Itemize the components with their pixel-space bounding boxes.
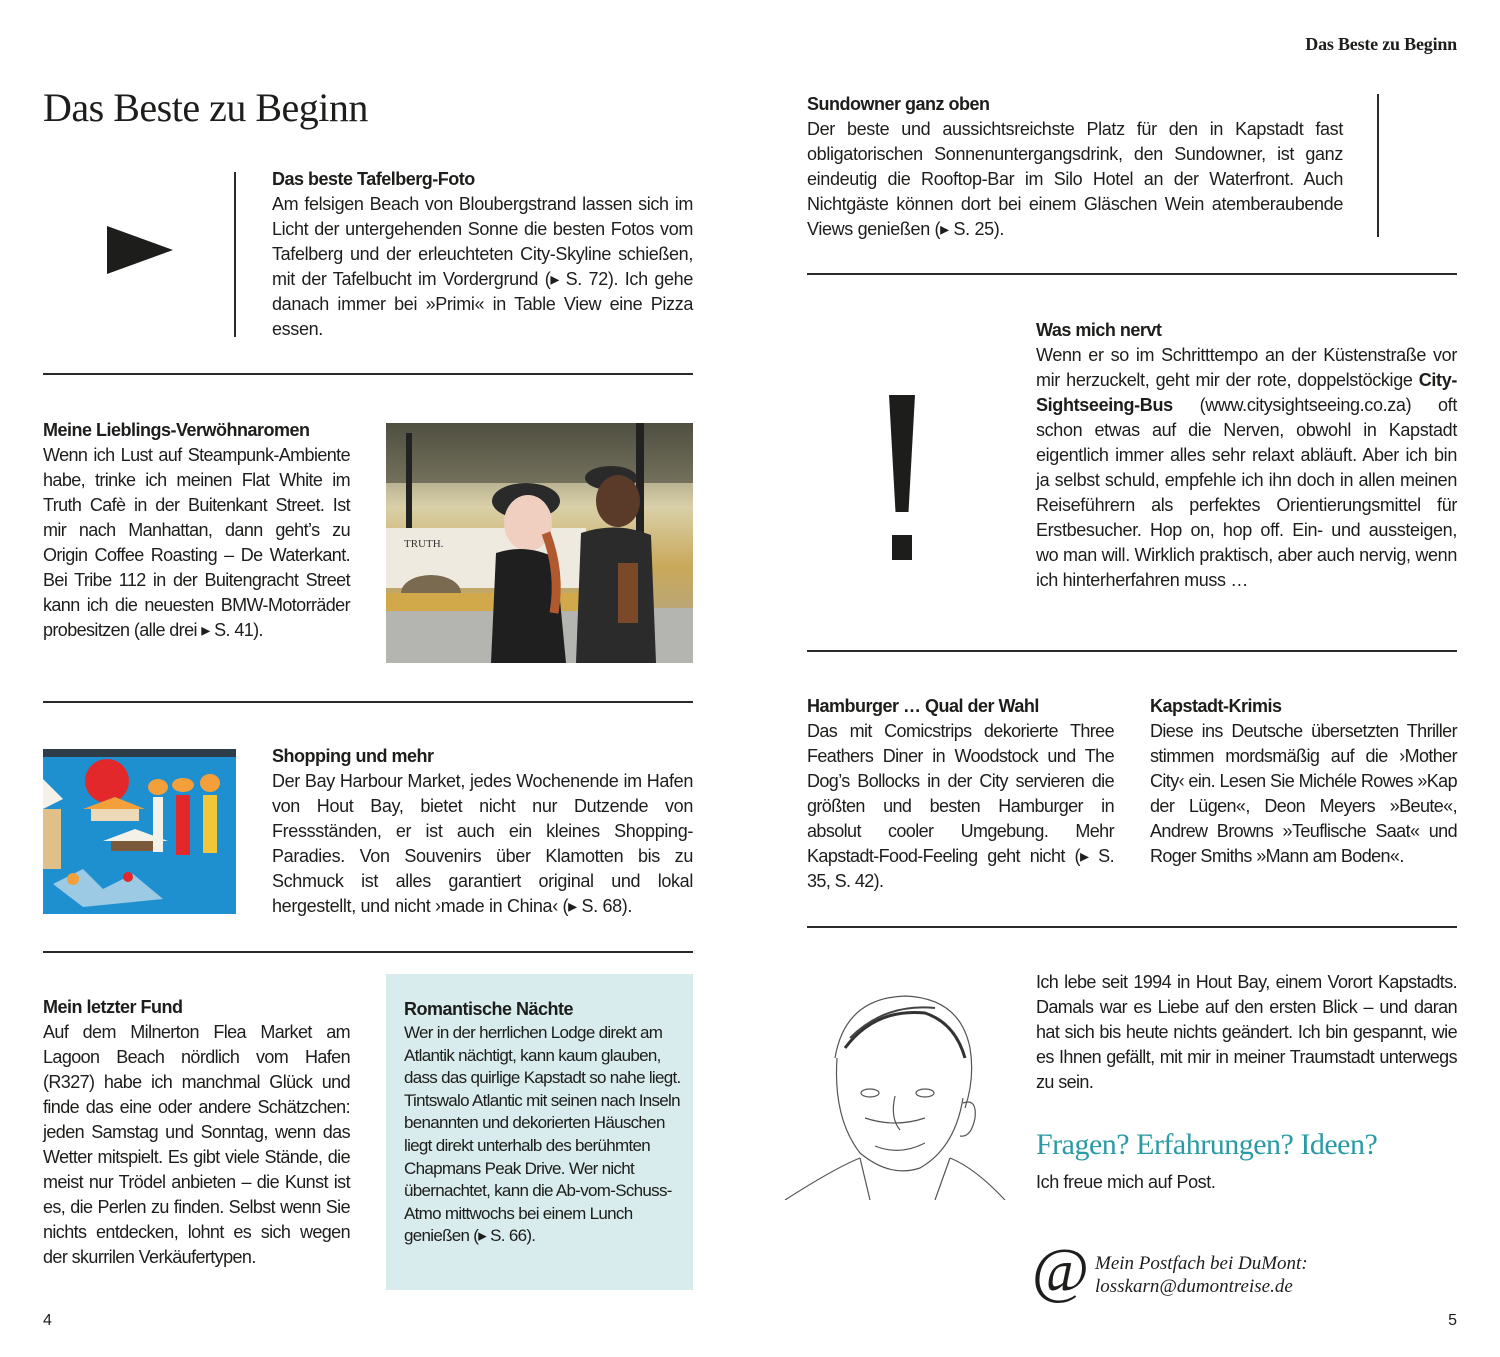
section-text: Auf dem Milnerton Flea Market am Lagoon Beach nördlich vom Hafen (R327) habe ich manchmal Glück und finde das eine oder andere Schätzchen: jeden Samstag und Sonntag, wenn das Wetter mitspielt. Es gibt viele Stände, die meist nur Trödel anbieten – die Kunst ist es, die Perlen zu finden. Selbst wenn Sie nichts entdecken, lohnt es sich wegen der skurrilen Verkäufertypen. bbox=[43, 1022, 350, 1267]
author-text: Ich lebe seit 1994 in Hout Bay, einem Vorort Kapstadts. Damals war es Liebe auf den ersten Blick – und daran hat sich bis heute nichts geändert. Ich bin gespannt, wie es Ihnen gefällt, mit mir in meiner Traumstadt unterwegs zu sein. bbox=[1036, 972, 1457, 1092]
section-shopping bbox=[272, 744, 693, 919]
section-heading: Mein letzter Fund bbox=[43, 997, 183, 1017]
section-hamburger bbox=[807, 694, 1114, 894]
bus-name: City-Sightseeing-Bus bbox=[1036, 370, 1457, 415]
section-text: Der Bay Harbour Market, jedes Wochenende im Hafen von Hout Bay, bietet nicht nur Dutzende von Fressständen, er ist auch ein kleines Shopping-Paradies. Von Souvenirs über Klamotten bis zu Schmuck ist alles garantiert original und lokal hergestellt, und nicht ›made in China‹ (▸ S. 68). bbox=[272, 771, 693, 916]
author-portrait bbox=[775, 978, 1015, 1200]
section-heading: Shopping und mehr bbox=[272, 746, 434, 766]
mailbox-label: Mein Postfach bei DuMont: bbox=[1095, 1253, 1308, 1274]
section-text: Diese ins Deutsche übersetzten Thriller stimmen mordsmäßig auf die ›Mother City‹ ein. Lesen Sie Michéle Rowes »Kap der Lügen«, Deon Meyers »Beute«, Andrew Browns »Teuflische Saat« und Roger Smiths »Mann am Boden«. bbox=[1150, 721, 1457, 866]
section-heading: Hamburger … Qual der Wahl bbox=[807, 696, 1039, 716]
truth-sign: TRUTH. bbox=[404, 538, 444, 550]
at-sign-icon: @ bbox=[1032, 1237, 1090, 1305]
section-author bbox=[1036, 970, 1457, 1095]
section-heading: Was mich nervt bbox=[1036, 320, 1162, 340]
page-title: Das Beste zu Beginn bbox=[43, 85, 368, 130]
section-verwoehnaromen bbox=[43, 418, 350, 643]
horizontal-divider bbox=[807, 926, 1457, 928]
section-text: Wenn ich Lust auf Steampunk-Ambiente habe, trinke ich meinen Flat White im Truth Cafè in der Buitenkant Street. Ist mir nach Manhattan, dann geht’s zu Origin Coffee Roasting – De Waterkant. Bei Tribe 112 in der Buitengracht Street kann ich die neuesten BMW-Motorräder probesitzen (alle drei ▸ S. 41). bbox=[43, 445, 350, 640]
page-number-left: 4 bbox=[43, 1312, 52, 1329]
horizontal-divider bbox=[807, 273, 1457, 275]
section-fund bbox=[43, 995, 350, 1270]
section-text: Am felsigen Beach von Bloubergstrand lassen sich im Licht der untergehenden Sonne die besten Fotos vom Tafelberg und der erleuchteten City-Skyline schießen, mit der Tafelbucht im Vordergrund (▸ S. 72). Ich gehe danach immer bei »Primi« in Table View eine Pizza essen. bbox=[272, 194, 693, 339]
horizontal-divider bbox=[43, 951, 693, 953]
text-part: Wenn er so im Schritttempo an der Küstenstraße vor mir herzuckelt, geht mir der rote, doppelstöckige bbox=[1036, 345, 1457, 390]
section-heading: Sundowner ganz oben bbox=[807, 94, 990, 114]
section-heading: Kapstadt-Krimis bbox=[1150, 696, 1282, 716]
vertical-divider bbox=[234, 172, 236, 337]
play-triangle-icon bbox=[107, 226, 173, 274]
section-text: Das mit Comicstrips dekorierte Three Feathers Diner in Woodstock und The Dog’s Bollocks in der City servieren die größten und besten Hamburger in absolut cooler Umgebung. Mehr Kapstadt-Food-Feeling geht nicht (▸ S. 35, S. 42). bbox=[807, 721, 1114, 891]
exclamation-mark-icon bbox=[887, 395, 917, 565]
cafe-photo bbox=[386, 423, 693, 663]
section-heading: Meine Lieblings-Verwöhnaromen bbox=[43, 420, 310, 440]
page-number-right: 5 bbox=[1448, 1312, 1457, 1329]
section-tafelberg bbox=[272, 167, 693, 342]
horizontal-divider bbox=[807, 650, 1457, 652]
batik-photo-image bbox=[43, 749, 236, 914]
section-text bbox=[1036, 343, 1457, 593]
batik-photo bbox=[43, 749, 236, 914]
horizontal-divider bbox=[43, 701, 693, 703]
vertical-divider bbox=[1377, 94, 1379, 237]
post-text: Ich freue mich auf Post. bbox=[1036, 1172, 1216, 1192]
section-sundowner bbox=[807, 92, 1343, 242]
email-link[interactable]: losskarn@dumontreise.de bbox=[1095, 1276, 1293, 1297]
section-heading: Das beste Tafelberg-Foto bbox=[272, 169, 475, 189]
text-part: (www.citysightseeing.co.za) oft schon etwas auf die Nerven, obwohl in Kapstadt eigentlich immer alles sehr relaxt abläuft. Aber ich bin ja selbst schuld, empfehle ich ihn doch in allen meinen Reiseführern als perfektes Orientierungsmittel für Erstbesucher. Hop on, hop off. Ein- und aussteigen, wo man will. Wirklich praktisch, aber auch nervig, wenn ich hinterherfahren muss … bbox=[1036, 395, 1457, 590]
horizontal-divider bbox=[43, 373, 693, 375]
author-portrait-sketch bbox=[775, 978, 1015, 1200]
cafe-photo-image bbox=[386, 423, 693, 663]
questions-heading: Fragen? Erfahrungen? Ideen? bbox=[1036, 1128, 1378, 1161]
box-heading: Romantische Nächte bbox=[404, 999, 574, 1019]
info-box-romantisch bbox=[386, 974, 693, 1290]
running-head: Das Beste zu Beginn bbox=[1305, 34, 1457, 54]
section-text: Der beste und aussichtsreichste Platz für den in Kapstadt fast obligatorischen Sonnenuntergangsdrink, den Sundowner, ist ganz eindeutig die Rooftop-Bar im Silo Hotel an der Waterfront. Auch Nichtgäste können dort bei einem Gläschen Wein atemberaubende Views genießen (▸ S. 25). bbox=[807, 119, 1343, 239]
section-krimis bbox=[1150, 694, 1457, 869]
box-text: Wer in der herrlichen Lodge direkt am Atlantik nächtigt, kann kaum glauben, dass das quirlige Kapstadt so nahe liegt. Tintswalo Atlantic mit seinen nach Inseln benannten und dekorierten Häuschen liegt direkt unterhalb des berühmten Chapmans Peak Drive. Wer nicht übernachtet, kann die Ab-vom-Schuss-Atmo mittwochs bei einem Lunch genießen (▸ S. 66). bbox=[404, 1023, 681, 1246]
section-nervt bbox=[1036, 318, 1457, 593]
